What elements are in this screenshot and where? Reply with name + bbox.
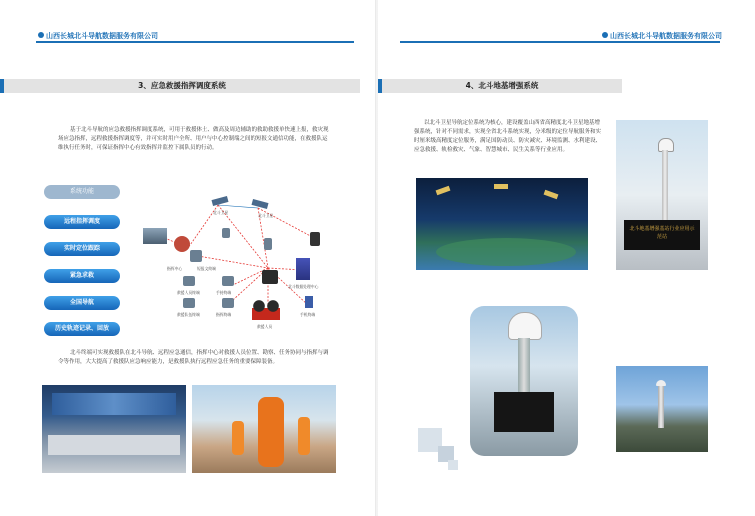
function-remote-dispatch: 远程指挥调度 xyxy=(44,215,120,229)
control-room-photo xyxy=(42,385,186,473)
team-label: 救援人员 xyxy=(257,324,273,329)
cmd-label: 指挥终端 xyxy=(216,312,232,317)
function-emergency-sos: 紧急求救 xyxy=(44,269,120,283)
company-logo-icon xyxy=(38,32,44,38)
right-company-name: 山西长城北斗导航数据服务有限公司 xyxy=(610,32,722,40)
right-section-title: 4、北斗地基增强系统 xyxy=(465,81,539,90)
left-page xyxy=(0,0,376,516)
mobile-icon xyxy=(305,296,313,308)
company-logo-icon xyxy=(602,32,608,38)
center-label: 指挥中心 xyxy=(167,266,183,271)
rescue-terminal-3-icon xyxy=(183,298,195,308)
left-section-title: 3、应急救援指挥调度系统 xyxy=(138,81,226,90)
left-company-name: 山西长城北斗导航数据服务有限公司 xyxy=(46,32,158,40)
function-track-history: 历史轨迹记录、回放 xyxy=(44,322,120,336)
rescue-team-icon xyxy=(252,300,280,320)
right-body-paragraph: 以北斗卫星导航定位系统为核心，建设覆盖山西省高精度北斗卫星地基增强系统，针对不同需求，实现全省北斗系统实现，分米级的定位导航服务和实时厘米级高精度定位服务，满足国防动员、防灾减灾、环境监测、水利建设、应急救援、轨检救灾、气象、智慧城市、民生关系等行业应用。 xyxy=(414,120,602,153)
relay-station-icon xyxy=(174,236,190,252)
user3-label: 救援队伍终端 xyxy=(177,312,200,317)
relay-label: 短报文终端 xyxy=(197,266,216,271)
field-station-photo xyxy=(616,366,708,452)
vehicle-terminal-icon xyxy=(262,270,278,284)
server-icon xyxy=(296,258,310,280)
base-station-photo xyxy=(616,120,708,270)
rescue-terminal-2-icon xyxy=(222,276,234,286)
function-header: 系统功能 xyxy=(44,185,120,199)
left-intro-paragraph: 基于北斗导航的应急救援指挥调度系统，可用于救援体土、做高及周边辅助的救助救援单快速上报，救灾现场应急指挥，远程救援指挥调度等，并可实时用户全所、用户与中心控制端之间的短报文通信功能，在救援队运维执行任务时，可保证指挥中心有效指挥并监控下属队员的行动。 xyxy=(58,127,329,151)
rescue-workers-photo xyxy=(192,385,336,473)
center-terminal-icon xyxy=(190,250,202,262)
function-realtime-tracking: 实时定位跟踪 xyxy=(44,242,120,256)
left-outro-paragraph: 北斗终端可实现救援队在北斗导航、远程应急通信，指挥中心对救援人员位置、勘察、任务协同与指挥与调令等作用，大大提高了救援队应急响应能力，是救援队执行远程应急任务的重要保障装备。 xyxy=(58,350,329,365)
user2-label: 手持终端 xyxy=(216,290,232,295)
station-sign-text: 北斗地基增强基站行业应用示范站 xyxy=(629,226,695,240)
command-terminal-icon xyxy=(222,298,234,308)
gnss-antenna-photo xyxy=(470,306,578,456)
terminal-icon xyxy=(222,228,230,238)
command-center-photo xyxy=(143,228,167,244)
satellite-network-map xyxy=(416,178,588,270)
right-header-rule xyxy=(400,41,720,43)
rescue-terminal-1-icon xyxy=(183,276,195,286)
decorative-square xyxy=(448,460,458,470)
function-national-navigation: 全国导航 xyxy=(44,296,120,310)
phone-label: 手机终端 xyxy=(300,312,316,317)
left-section-bar xyxy=(0,79,360,93)
right-page xyxy=(378,0,755,516)
server-label: 北斗数据处理中心 xyxy=(288,284,319,289)
handheld-terminal-icon xyxy=(264,238,272,250)
sat2-label: 北斗卫星 xyxy=(258,213,274,218)
left-header-rule xyxy=(36,41,354,43)
sat1-label: 北斗卫星 xyxy=(213,210,229,215)
phone-terminal-icon xyxy=(310,232,320,246)
right-section-bar xyxy=(378,79,622,93)
user1-label: 救援人员终端 xyxy=(177,290,200,295)
